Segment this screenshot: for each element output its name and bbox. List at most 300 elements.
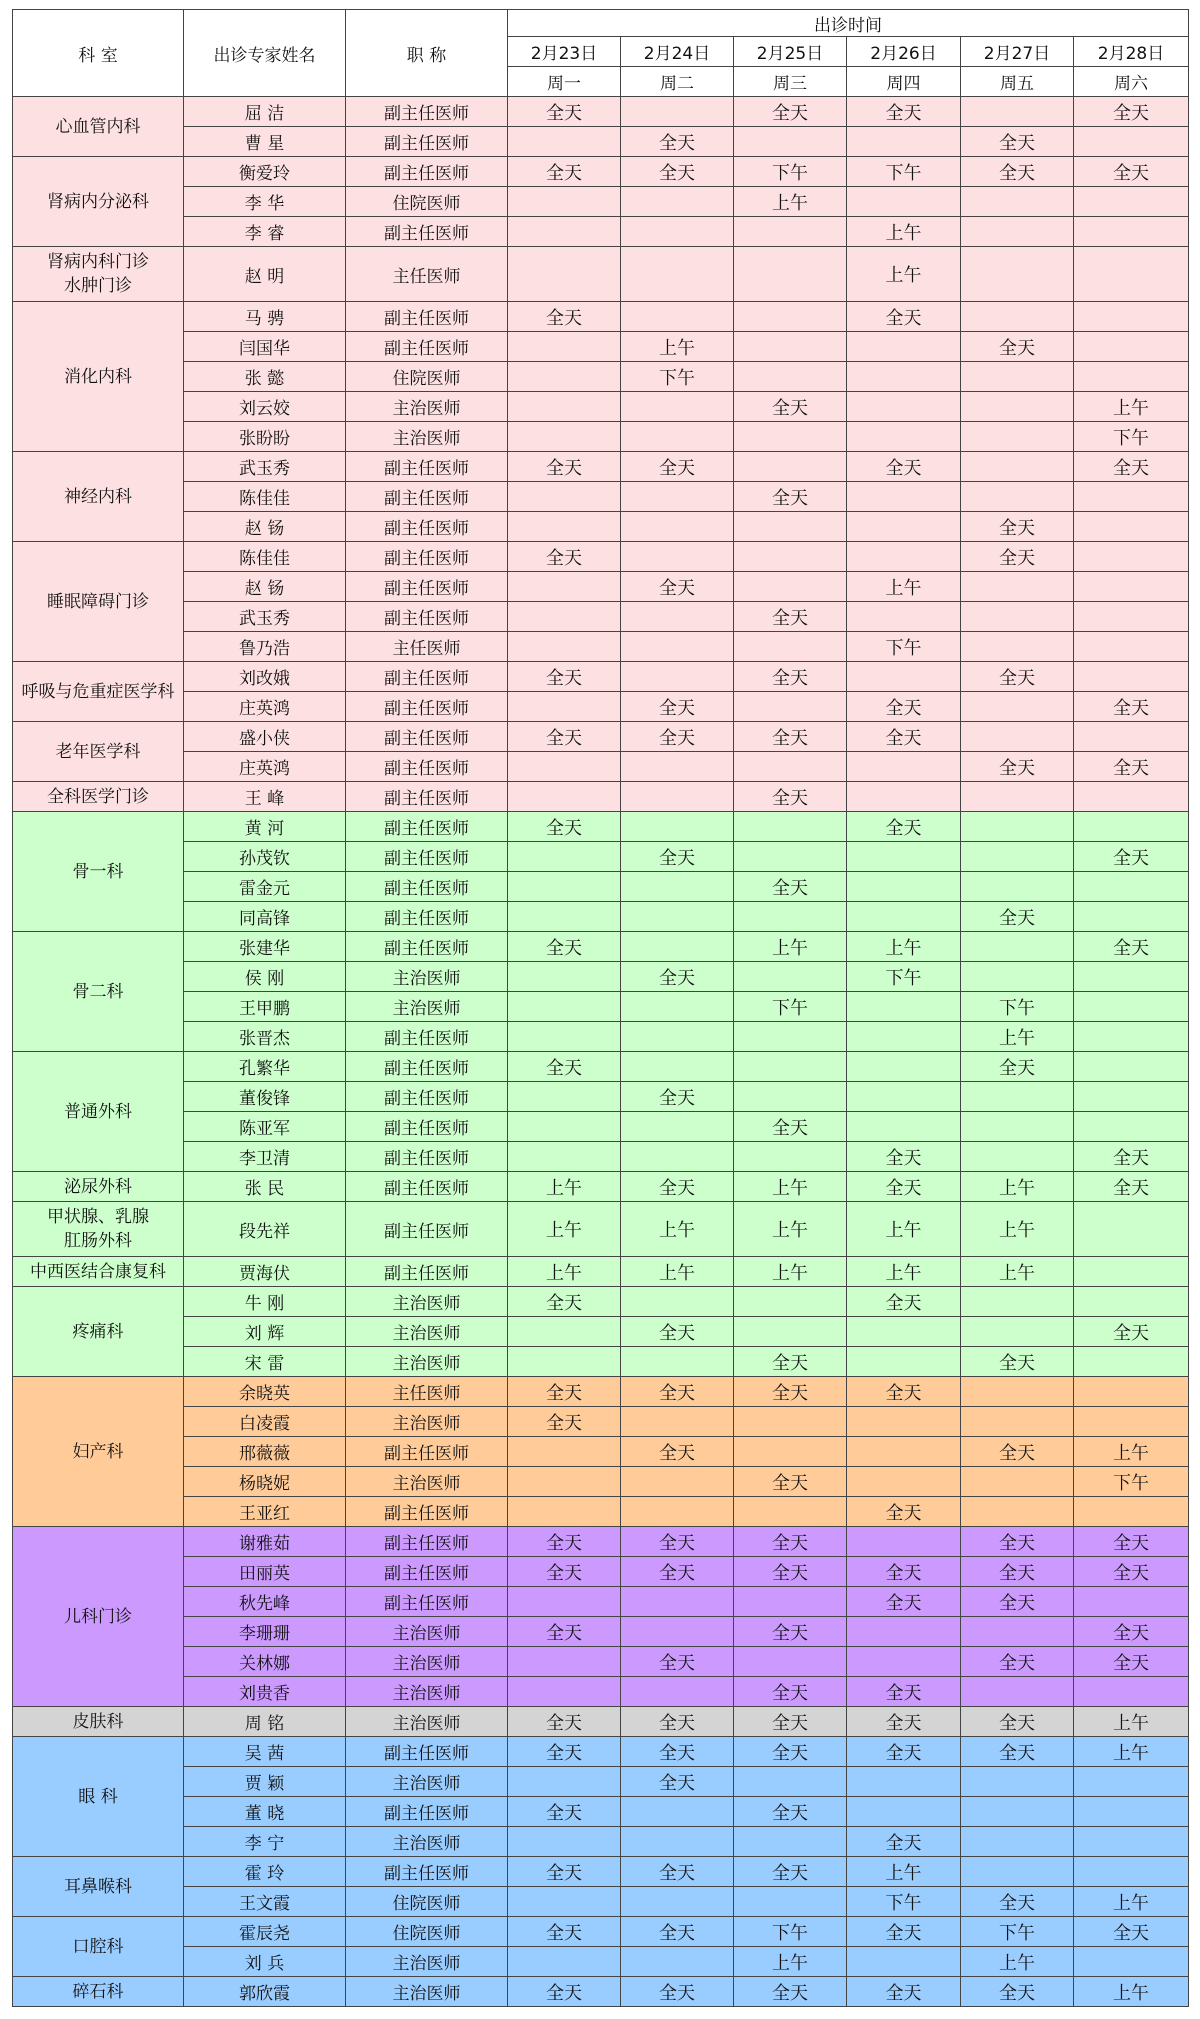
doctor-title: 副主任医师 — [346, 1527, 508, 1557]
table-row — [13, 392, 1189, 422]
schedule-cell — [508, 362, 621, 392]
schedule-cell: 下午 — [734, 157, 847, 187]
schedule-cell: 全天 — [734, 1857, 847, 1887]
department-name: 泌尿外科 — [13, 1172, 184, 1202]
header-weekday: 周五 — [961, 67, 1074, 97]
schedule-cell — [621, 1112, 734, 1142]
table-row — [13, 362, 1189, 392]
department-name: 睡眠障碍门诊 — [13, 542, 184, 662]
schedule-cell: 全天 — [621, 1437, 734, 1467]
doctor-name: 侯 刚 — [184, 962, 346, 992]
doctor-title: 副主任医师 — [346, 1172, 508, 1202]
doctor-title: 副主任医师 — [346, 1497, 508, 1527]
doctor-name: 张建华 — [184, 932, 346, 962]
schedule-cell: 全天 — [621, 722, 734, 752]
schedule-cell: 全天 — [847, 452, 961, 482]
schedule-cell: 全天 — [734, 602, 847, 632]
schedule-cell: 全天 — [1074, 1917, 1189, 1947]
table-row — [13, 1287, 1189, 1317]
schedule-cell — [508, 217, 621, 247]
table-row — [13, 932, 1189, 962]
table-row — [13, 1467, 1189, 1497]
schedule-cell — [734, 632, 847, 662]
schedule-cell — [961, 842, 1074, 872]
header-date: 2月25日 — [734, 37, 847, 67]
schedule-cell — [847, 842, 961, 872]
schedule-cell — [1074, 1112, 1189, 1142]
schedule-cell — [734, 542, 847, 572]
schedule-cell — [621, 482, 734, 512]
schedule-cell — [734, 842, 847, 872]
schedule-cell: 全天 — [621, 692, 734, 722]
schedule-cell — [621, 782, 734, 812]
table-row — [13, 1022, 1189, 1052]
schedule-cell — [961, 97, 1074, 127]
schedule-cell — [961, 692, 1074, 722]
schedule-cell: 全天 — [961, 157, 1074, 187]
schedule-cell — [961, 392, 1074, 422]
doctor-name: 鲁乃浩 — [184, 632, 346, 662]
doctor-name: 雷金元 — [184, 872, 346, 902]
schedule-cell — [621, 1347, 734, 1377]
schedule-cell: 全天 — [961, 1647, 1074, 1677]
schedule-cell — [508, 1827, 621, 1857]
department-name: 中西医结合康复科 — [13, 1257, 184, 1287]
schedule-cell — [508, 1317, 621, 1347]
schedule-cell: 全天 — [621, 1527, 734, 1557]
schedule-table — [12, 9, 1189, 2007]
schedule-cell — [734, 692, 847, 722]
doctor-name: 牛 刚 — [184, 1287, 346, 1317]
schedule-cell: 全天 — [961, 752, 1074, 782]
doctor-name: 杨晓妮 — [184, 1467, 346, 1497]
schedule-cell — [1074, 812, 1189, 842]
schedule-cell: 全天 — [734, 722, 847, 752]
doctor-name: 霍 玲 — [184, 1857, 346, 1887]
schedule-cell — [508, 332, 621, 362]
schedule-cell — [734, 902, 847, 932]
schedule-body — [13, 97, 1189, 2007]
schedule-cell — [734, 1317, 847, 1347]
table-row — [13, 1257, 1189, 1287]
doctor-name: 陈佳佳 — [184, 542, 346, 572]
schedule-cell: 全天 — [1074, 1317, 1189, 1347]
schedule-cell: 下午 — [734, 1917, 847, 1947]
doctor-name: 宋 雷 — [184, 1347, 346, 1377]
schedule-cell: 全天 — [621, 1857, 734, 1887]
doctor-name: 刘 兵 — [184, 1947, 346, 1977]
schedule-cell: 上午 — [621, 332, 734, 362]
header-date: 2月23日 — [508, 37, 621, 67]
schedule-cell — [961, 187, 1074, 217]
schedule-cell: 下午 — [1074, 1467, 1189, 1497]
department-name: 肾病内分泌科 — [13, 157, 184, 247]
schedule-cell: 全天 — [961, 1977, 1074, 2007]
table-row — [13, 157, 1189, 187]
table-row — [13, 97, 1189, 127]
schedule-cell — [1074, 1947, 1189, 1977]
schedule-cell — [508, 752, 621, 782]
schedule-cell: 全天 — [961, 1587, 1074, 1617]
schedule-cell — [508, 422, 621, 452]
schedule-cell: 上午 — [508, 1202, 621, 1257]
schedule-cell — [847, 872, 961, 902]
schedule-cell — [847, 1317, 961, 1347]
schedule-cell: 全天 — [621, 842, 734, 872]
schedule-cell — [621, 662, 734, 692]
table-row — [13, 1857, 1189, 1887]
doctor-title: 住院医师 — [346, 187, 508, 217]
doctor-title: 主治医师 — [346, 1677, 508, 1707]
schedule-cell — [961, 722, 1074, 752]
department-name: 呼吸与危重症医学科 — [13, 662, 184, 722]
schedule-cell — [621, 1617, 734, 1647]
schedule-cell — [1074, 1827, 1189, 1857]
schedule-cell: 上午 — [734, 187, 847, 217]
schedule-cell — [621, 932, 734, 962]
doctor-title: 主治医师 — [346, 1977, 508, 2007]
schedule-cell — [621, 422, 734, 452]
doctor-name: 张 民 — [184, 1172, 346, 1202]
schedule-cell — [621, 1052, 734, 1082]
schedule-cell: 全天 — [961, 542, 1074, 572]
schedule-cell — [734, 1022, 847, 1052]
schedule-cell — [1074, 1587, 1189, 1617]
doctor-title: 副主任医师 — [346, 1857, 508, 1887]
schedule-cell: 全天 — [508, 662, 621, 692]
schedule-cell — [508, 692, 621, 722]
doctor-title: 副主任医师 — [346, 1052, 508, 1082]
doctor-name: 赵 钖 — [184, 572, 346, 602]
doctor-name: 赵 钖 — [184, 512, 346, 542]
schedule-cell — [961, 932, 1074, 962]
schedule-cell: 全天 — [961, 1887, 1074, 1917]
table-row — [13, 1707, 1189, 1737]
schedule-cell — [508, 962, 621, 992]
schedule-cell — [961, 1797, 1074, 1827]
schedule-cell: 全天 — [508, 1797, 621, 1827]
doctor-name: 余晓英 — [184, 1377, 346, 1407]
schedule-cell: 全天 — [734, 1707, 847, 1737]
table-row — [13, 1407, 1189, 1437]
table-row — [13, 752, 1189, 782]
schedule-cell: 上午 — [621, 1257, 734, 1287]
doctor-title: 副主任医师 — [346, 902, 508, 932]
schedule-cell: 全天 — [734, 1617, 847, 1647]
schedule-cell: 全天 — [961, 332, 1074, 362]
schedule-cell — [847, 902, 961, 932]
schedule-cell — [734, 1052, 847, 1082]
department-name: 全科医学门诊 — [13, 782, 184, 812]
schedule-cell — [1074, 872, 1189, 902]
schedule-cell — [508, 1347, 621, 1377]
doctor-title: 主治医师 — [346, 1317, 508, 1347]
schedule-cell — [847, 1082, 961, 1112]
doctor-name: 马 骋 — [184, 302, 346, 332]
schedule-cell — [847, 542, 961, 572]
schedule-cell: 全天 — [847, 1917, 961, 1947]
table-row — [13, 422, 1189, 452]
header-weekday: 周一 — [508, 67, 621, 97]
schedule-cell — [847, 392, 961, 422]
schedule-cell — [734, 572, 847, 602]
schedule-cell — [734, 962, 847, 992]
schedule-cell: 全天 — [508, 932, 621, 962]
schedule-cell: 全天 — [847, 1287, 961, 1317]
doctor-name: 衡爱玲 — [184, 157, 346, 187]
schedule-cell: 全天 — [734, 1377, 847, 1407]
schedule-cell — [508, 1437, 621, 1467]
doctor-name: 黄 河 — [184, 812, 346, 842]
department-name: 骨一科 — [13, 812, 184, 932]
doctor-title: 副主任医师 — [346, 302, 508, 332]
schedule-cell — [961, 1142, 1074, 1172]
schedule-cell: 全天 — [1074, 1647, 1189, 1677]
table-row — [13, 722, 1189, 752]
doctor-title: 副主任医师 — [346, 1022, 508, 1052]
schedule-cell: 上午 — [961, 1022, 1074, 1052]
schedule-cell — [508, 1082, 621, 1112]
schedule-cell — [734, 1767, 847, 1797]
table-row — [13, 127, 1189, 157]
schedule-cell: 全天 — [734, 872, 847, 902]
schedule-cell — [508, 187, 621, 217]
doctor-name: 王 峰 — [184, 782, 346, 812]
doctor-title: 副主任医师 — [346, 1082, 508, 1112]
doctor-title: 主治医师 — [346, 962, 508, 992]
schedule-cell: 全天 — [1074, 97, 1189, 127]
schedule-cell: 上午 — [961, 1172, 1074, 1202]
schedule-cell: 全天 — [508, 97, 621, 127]
doctor-title: 主治医师 — [346, 1707, 508, 1737]
table-row — [13, 872, 1189, 902]
table-row — [13, 1317, 1189, 1347]
doctor-title: 副主任医师 — [346, 1587, 508, 1617]
schedule-cell — [508, 1887, 621, 1917]
schedule-cell: 全天 — [847, 97, 961, 127]
schedule-cell — [847, 1437, 961, 1467]
doctor-name: 白凌霞 — [184, 1407, 346, 1437]
schedule-cell — [508, 572, 621, 602]
table-row — [13, 1527, 1189, 1557]
header-date: 2月28日 — [1074, 37, 1189, 67]
schedule-cell: 全天 — [508, 1527, 621, 1557]
schedule-cell: 上午 — [621, 1202, 734, 1257]
schedule-cell: 上午 — [1074, 392, 1189, 422]
schedule-cell — [734, 302, 847, 332]
schedule-cell — [508, 1497, 621, 1527]
schedule-cell — [508, 1467, 621, 1497]
schedule-cell — [847, 1797, 961, 1827]
schedule-cell: 全天 — [1074, 1617, 1189, 1647]
schedule-cell: 全天 — [1074, 692, 1189, 722]
schedule-cell — [621, 1797, 734, 1827]
header-dept: 科 室 — [13, 10, 184, 97]
schedule-cell: 全天 — [734, 1737, 847, 1767]
schedule-cell — [847, 992, 961, 1022]
schedule-cell: 下午 — [847, 962, 961, 992]
department-name: 碎石科 — [13, 1977, 184, 2007]
doctor-title: 副主任医师 — [346, 332, 508, 362]
doctor-title: 副主任医师 — [346, 812, 508, 842]
schedule-cell: 上午 — [508, 1257, 621, 1287]
doctor-name: 赵 明 — [184, 247, 346, 302]
schedule-cell — [734, 1887, 847, 1917]
table-row — [13, 1437, 1189, 1467]
doctor-title: 副主任医师 — [346, 662, 508, 692]
schedule-cell: 全天 — [621, 1172, 734, 1202]
doctor-name: 陈佳佳 — [184, 482, 346, 512]
schedule-cell: 上午 — [1074, 1887, 1189, 1917]
schedule-cell: 上午 — [847, 217, 961, 247]
schedule-cell — [1074, 1497, 1189, 1527]
doctor-name: 霍辰尧 — [184, 1917, 346, 1947]
doctor-name: 张 懿 — [184, 362, 346, 392]
doctor-name: 贾海伏 — [184, 1257, 346, 1287]
schedule-cell — [847, 482, 961, 512]
schedule-cell: 上午 — [847, 1202, 961, 1257]
schedule-cell — [1074, 572, 1189, 602]
schedule-cell — [621, 1827, 734, 1857]
doctor-name: 秋先峰 — [184, 1587, 346, 1617]
schedule-cell — [1074, 187, 1189, 217]
schedule-cell — [734, 1142, 847, 1172]
doctor-name: 关林娜 — [184, 1647, 346, 1677]
schedule-cell — [734, 1497, 847, 1527]
doctor-title: 副主任医师 — [346, 1142, 508, 1172]
schedule-cell — [961, 217, 1074, 247]
schedule-cell — [1074, 962, 1189, 992]
schedule-cell — [1074, 1677, 1189, 1707]
schedule-cell — [1074, 992, 1189, 1022]
schedule-cell: 全天 — [508, 812, 621, 842]
doctor-title: 主治医师 — [346, 1617, 508, 1647]
doctor-title: 副主任医师 — [346, 127, 508, 157]
schedule-cell: 上午 — [734, 1202, 847, 1257]
schedule-cell — [847, 1947, 961, 1977]
schedule-cell: 上午 — [1074, 1707, 1189, 1737]
schedule-cell — [734, 1587, 847, 1617]
table-row — [13, 1082, 1189, 1112]
schedule-cell — [734, 512, 847, 542]
doctor-name: 刘云姣 — [184, 392, 346, 422]
table-row — [13, 1172, 1189, 1202]
schedule-cell: 全天 — [508, 542, 621, 572]
schedule-cell: 下午 — [847, 1887, 961, 1917]
doctor-name: 邢薇薇 — [184, 1437, 346, 1467]
schedule-cell — [621, 1497, 734, 1527]
doctor-title: 副主任医师 — [346, 782, 508, 812]
schedule-cell — [961, 452, 1074, 482]
schedule-cell — [847, 1112, 961, 1142]
schedule-cell: 全天 — [621, 127, 734, 157]
doctor-name: 刘改娥 — [184, 662, 346, 692]
department-name: 老年医学科 — [13, 722, 184, 782]
schedule-cell — [847, 602, 961, 632]
doctor-title: 副主任医师 — [346, 1202, 508, 1257]
schedule-cell: 全天 — [734, 482, 847, 512]
department-name: 疼痛科 — [13, 1287, 184, 1377]
schedule-cell — [847, 752, 961, 782]
doctor-title: 主治医师 — [346, 1767, 508, 1797]
schedule-cell — [621, 1407, 734, 1437]
schedule-cell — [621, 392, 734, 422]
header-weekday: 周三 — [734, 67, 847, 97]
schedule-cell — [847, 1052, 961, 1082]
table-row — [13, 692, 1189, 722]
schedule-cell: 全天 — [961, 1557, 1074, 1587]
schedule-cell — [847, 662, 961, 692]
schedule-cell — [1074, 1857, 1189, 1887]
table-row — [13, 1677, 1189, 1707]
schedule-cell — [508, 992, 621, 1022]
department-name: 心血管内科 — [13, 97, 184, 157]
schedule-cell: 全天 — [961, 127, 1074, 157]
schedule-cell — [1074, 542, 1189, 572]
schedule-cell: 全天 — [734, 782, 847, 812]
schedule-cell — [508, 1647, 621, 1677]
doctor-title: 副主任医师 — [346, 1112, 508, 1142]
schedule-cell — [734, 752, 847, 782]
schedule-cell — [1074, 902, 1189, 932]
doctor-name: 武玉秀 — [184, 452, 346, 482]
schedule-cell: 全天 — [621, 962, 734, 992]
schedule-cell: 上午 — [1074, 1977, 1189, 2007]
table-row — [13, 1497, 1189, 1527]
schedule-cell — [621, 902, 734, 932]
schedule-cell — [847, 127, 961, 157]
header-date: 2月27日 — [961, 37, 1074, 67]
schedule-cell: 上午 — [1074, 1437, 1189, 1467]
schedule-cell: 全天 — [508, 1977, 621, 2007]
schedule-cell — [1074, 1797, 1189, 1827]
schedule-cell: 全天 — [961, 662, 1074, 692]
schedule-cell — [847, 1527, 961, 1557]
doctor-name: 董 晓 — [184, 1797, 346, 1827]
schedule-cell — [508, 392, 621, 422]
doctor-title: 副主任医师 — [346, 1437, 508, 1467]
schedule-cell — [734, 362, 847, 392]
schedule-cell: 全天 — [847, 1377, 961, 1407]
table-row — [13, 632, 1189, 662]
schedule-cell — [847, 187, 961, 217]
table-row — [13, 1617, 1189, 1647]
table-row — [13, 1797, 1189, 1827]
schedule-cell — [1074, 512, 1189, 542]
schedule-cell — [621, 752, 734, 782]
schedule-cell: 全天 — [621, 1082, 734, 1112]
doctor-title: 副主任医师 — [346, 157, 508, 187]
schedule-cell — [621, 512, 734, 542]
schedule-cell: 全天 — [847, 1977, 961, 2007]
schedule-cell: 全天 — [1074, 842, 1189, 872]
schedule-cell — [621, 602, 734, 632]
schedule-cell — [961, 1467, 1074, 1497]
schedule-cell — [508, 782, 621, 812]
schedule-cell — [1074, 1407, 1189, 1437]
schedule-cell — [847, 1407, 961, 1437]
schedule-cell — [847, 512, 961, 542]
schedule-cell: 全天 — [1074, 452, 1189, 482]
schedule-cell: 全天 — [1074, 932, 1189, 962]
table-row — [13, 782, 1189, 812]
schedule-cell: 全天 — [961, 512, 1074, 542]
header-date: 2月26日 — [847, 37, 961, 67]
schedule-cell — [847, 782, 961, 812]
schedule-cell — [1074, 722, 1189, 752]
schedule-cell: 全天 — [1074, 1172, 1189, 1202]
schedule-cell — [961, 482, 1074, 512]
